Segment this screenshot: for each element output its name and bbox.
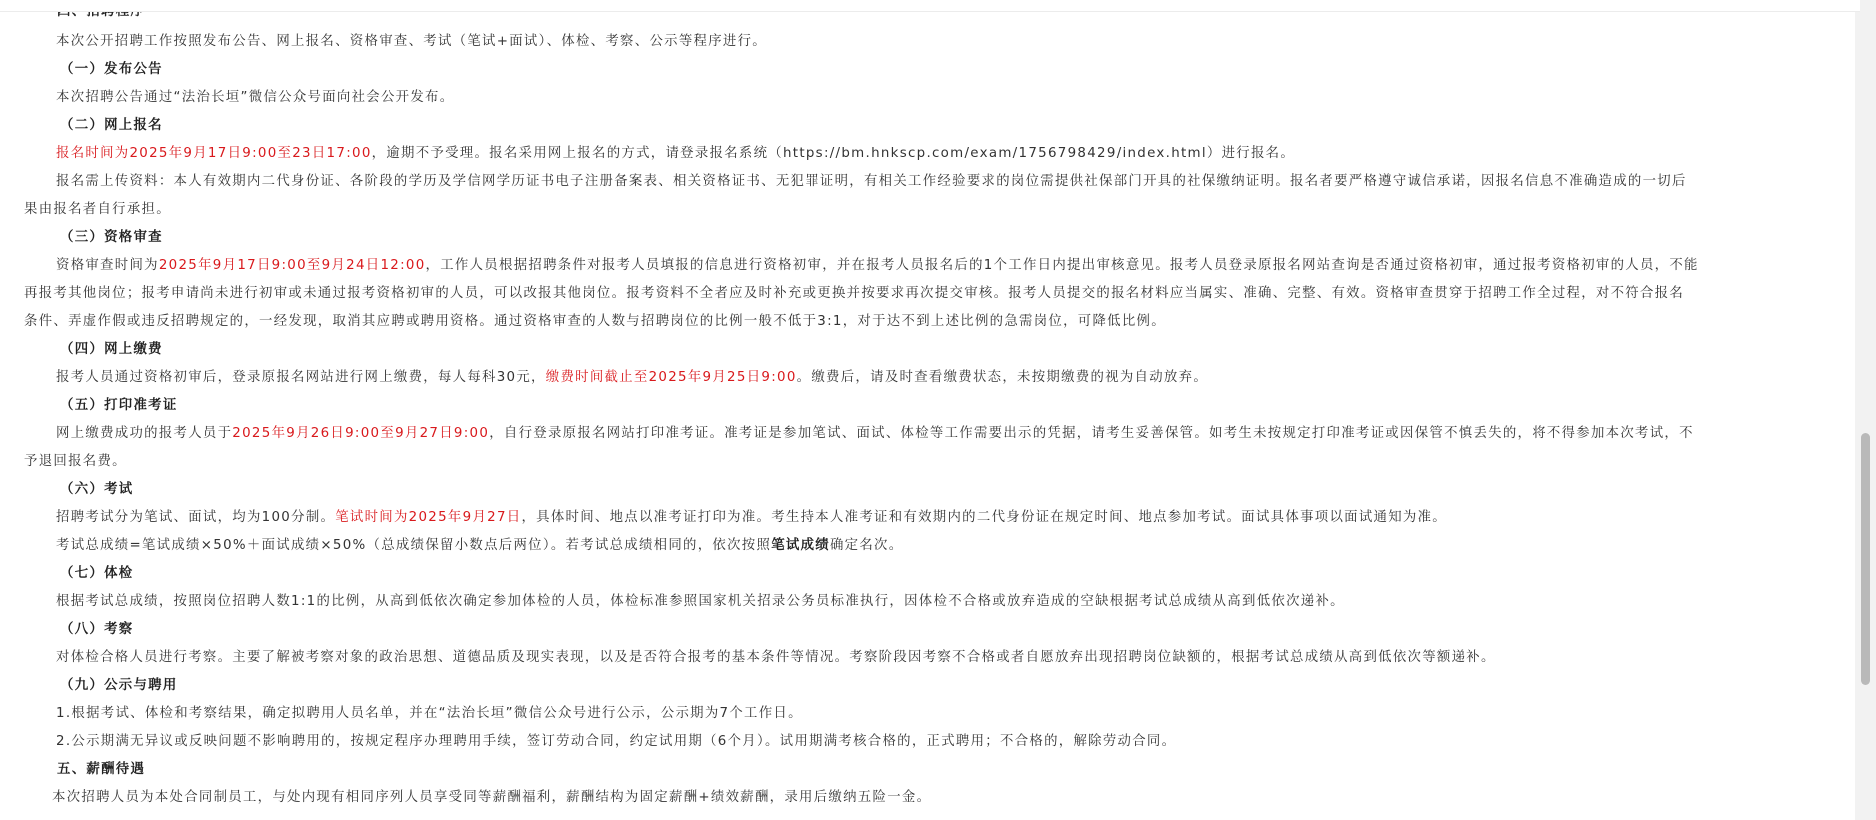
paragraph [56, 509, 1855, 527]
paragraph: 1.根据考试、体检和考察结果，确定拟聘用人员名单，并在“法治长垣”微信公众号进行公示，公示期为7个工作日。 [56, 706, 803, 721]
subheading-publish-notice: （一）发布公告 [60, 62, 163, 77]
paragraph: 根据考试总成绩，按照岗位招聘人数1:1的比例，从高到低依次确定参加体检的人员，体检标准参照国家机关招录公务员标准执行，因体检不合格或放弃造成的空缺根据考试总成绩从高到低依次递补。 [56, 594, 1345, 609]
scrollbar-thumb[interactable] [1861, 433, 1870, 685]
paragraph: 本次招聘公告通过“法治长垣”微信公众号面向社会公开发布。 [56, 90, 455, 105]
subheading-exam: （六）考试 [60, 482, 134, 497]
paragraph: 本次公开招聘工作按照发布公告、网上报名、资格审查、考试（笔试+面试）、体检、考察、公示等程序进行。 [56, 34, 767, 49]
text: 报考人员通过资格初审后，登录原报名网站进行网上缴费，每人每科30元， [56, 370, 546, 385]
paragraph: 对体检合格人员进行考察。主要了解被考察对象的政治思想、道德品质及现实表现，以及是否符合报考的基本条件等情况。考察阶段因考察不合格或者自愿放弃出现招聘岗位缺额的，根据考试总成绩从高到低依次等额递补。 [56, 650, 1496, 665]
subheading-qualification-review: （三）资格审查 [60, 230, 163, 245]
text: 考试总成绩=笔试成绩×50%＋面试成绩×50%（总成绩保留小数点后两位）。若考试总成绩相同的，依次按照 [56, 538, 772, 553]
text: 招聘考试分为笔试、面试，均为100分制。 [56, 510, 336, 525]
subheading-online-registration: （二）网上报名 [60, 118, 163, 133]
text: ，逾期不予受理。报名采用网上报名的方式，请登录报名系统（https://bm.hnkscp.com/exam/1756798429/index.html）进行报名。 [371, 146, 1296, 161]
text: ，自行登录原报名网站打印准考证。准考证是参加笔试、面试、体检等工作需要出示的凭据，请考生妥善保管。如考生未按规定打印准考证或因保管不慎丢失的，将不得参加本次考试，不 [489, 426, 1694, 441]
highlight-print-time: 2025年9月26日9:00至9月27日9:00 [232, 426, 490, 441]
paragraph-continuation: 予退回报名费。 [24, 454, 127, 469]
text: 资格审查时间为 [56, 258, 159, 273]
paragraph-continuation: 再报考其他岗位；报考申请尚未进行初审或未通过报考资格初审的人员，可以改报其他岗位。报考资料不全者应及时补充或更换并按要求再次提交审核。报考人员提交的报名材料应当属实、准确、完整、有效。资格审查贯穿于招聘工作全过程，对不符合报名 [24, 286, 1685, 301]
subheading-physical-exam: （七）体检 [60, 566, 134, 581]
highlight-payment-deadline: 缴费时间截止至2025年9月25日9:00 [545, 370, 797, 385]
text: 网上缴费成功的报考人员于 [56, 426, 233, 441]
paragraph [56, 537, 1855, 555]
paragraph: 本次招聘人员为本处合同制员工，与处内现有相同序列人员享受同等薪酬福利，薪酬结构为固定薪酬+绩效薪酬，录用后缴纳五险一金。 [52, 790, 932, 805]
top-bar [0, 0, 1860, 12]
vertical-scrollbar[interactable] [1855, 0, 1876, 820]
paragraph-continuation: 条件、弄虚作假或违反招聘规定的，一经发现，取消其应聘或聘用资格。通过资格审查的人数与招聘岗位的比例一般不低于3:1，对于达不到上述比例的急需岗位，可降低比例。 [24, 314, 1166, 329]
text: 确定名次。 [829, 538, 904, 553]
text: ，工作人员根据招聘条件对报考人员填报的信息进行资格初审，并在报考人员报名后的1个工作日内提出审核意见。报考人员登录原报名网站查询是否通过资格初审，通过报考资格初审的人员，不能 [425, 258, 1699, 273]
text: ，具体时间、地点以准考证打印为准。考生持本人准考证和有效期内的二代身份证在规定时间、地点参加考试。面试具体事项以面试通知为准。 [521, 510, 1447, 525]
highlight-review-time: 2025年9月17日9:00至9月24日12:00 [158, 258, 426, 273]
subheading-online-payment: （四）网上缴费 [60, 342, 163, 357]
paragraph: 报名需上传资料：本人有效期内二代身份证、各阶段的学历及学信网学历证书电子注册备案表、相关资格证书、无犯罪证明，有相关工作经验要求的岗位需提供社保部门开具的社保缴纳证明。报名者要严格遵守诚信承诺，因报名信息不准确造成的一切后 [56, 174, 1687, 189]
subheading-inspection: （八）考察 [60, 622, 134, 637]
text: 。缴费后，请及时查看缴费状态，未按期缴费的视为自动放弃。 [796, 370, 1209, 385]
section-heading-salary: 五、薪酬待遇 [57, 762, 146, 777]
paragraph [56, 369, 1855, 387]
paragraph: 2.公示期满无异议或反映问题不影响聘用的，按规定程序办理聘用手续，签订劳动合同，约定试用期（6个月）。试用期满考核合格的，正式聘用；不合格的，解除劳动合同。 [56, 734, 1177, 749]
subheading-publicity-employment: （九）公示与聘用 [60, 678, 178, 693]
paragraph [56, 145, 1855, 163]
subheading-print-admission-ticket: （五）打印准考证 [60, 398, 178, 413]
paragraph [56, 425, 1855, 443]
paragraph-continuation: 果由报名者自行承担。 [24, 202, 171, 217]
highlight-exam-date: 笔试时间为2025年9月27日 [335, 510, 522, 525]
paragraph [56, 257, 1855, 275]
highlight-registration-time: 报名时间为2025年9月17日9:00至23日17:00 [56, 146, 372, 161]
bold-written-score: 笔试成绩 [771, 538, 830, 553]
